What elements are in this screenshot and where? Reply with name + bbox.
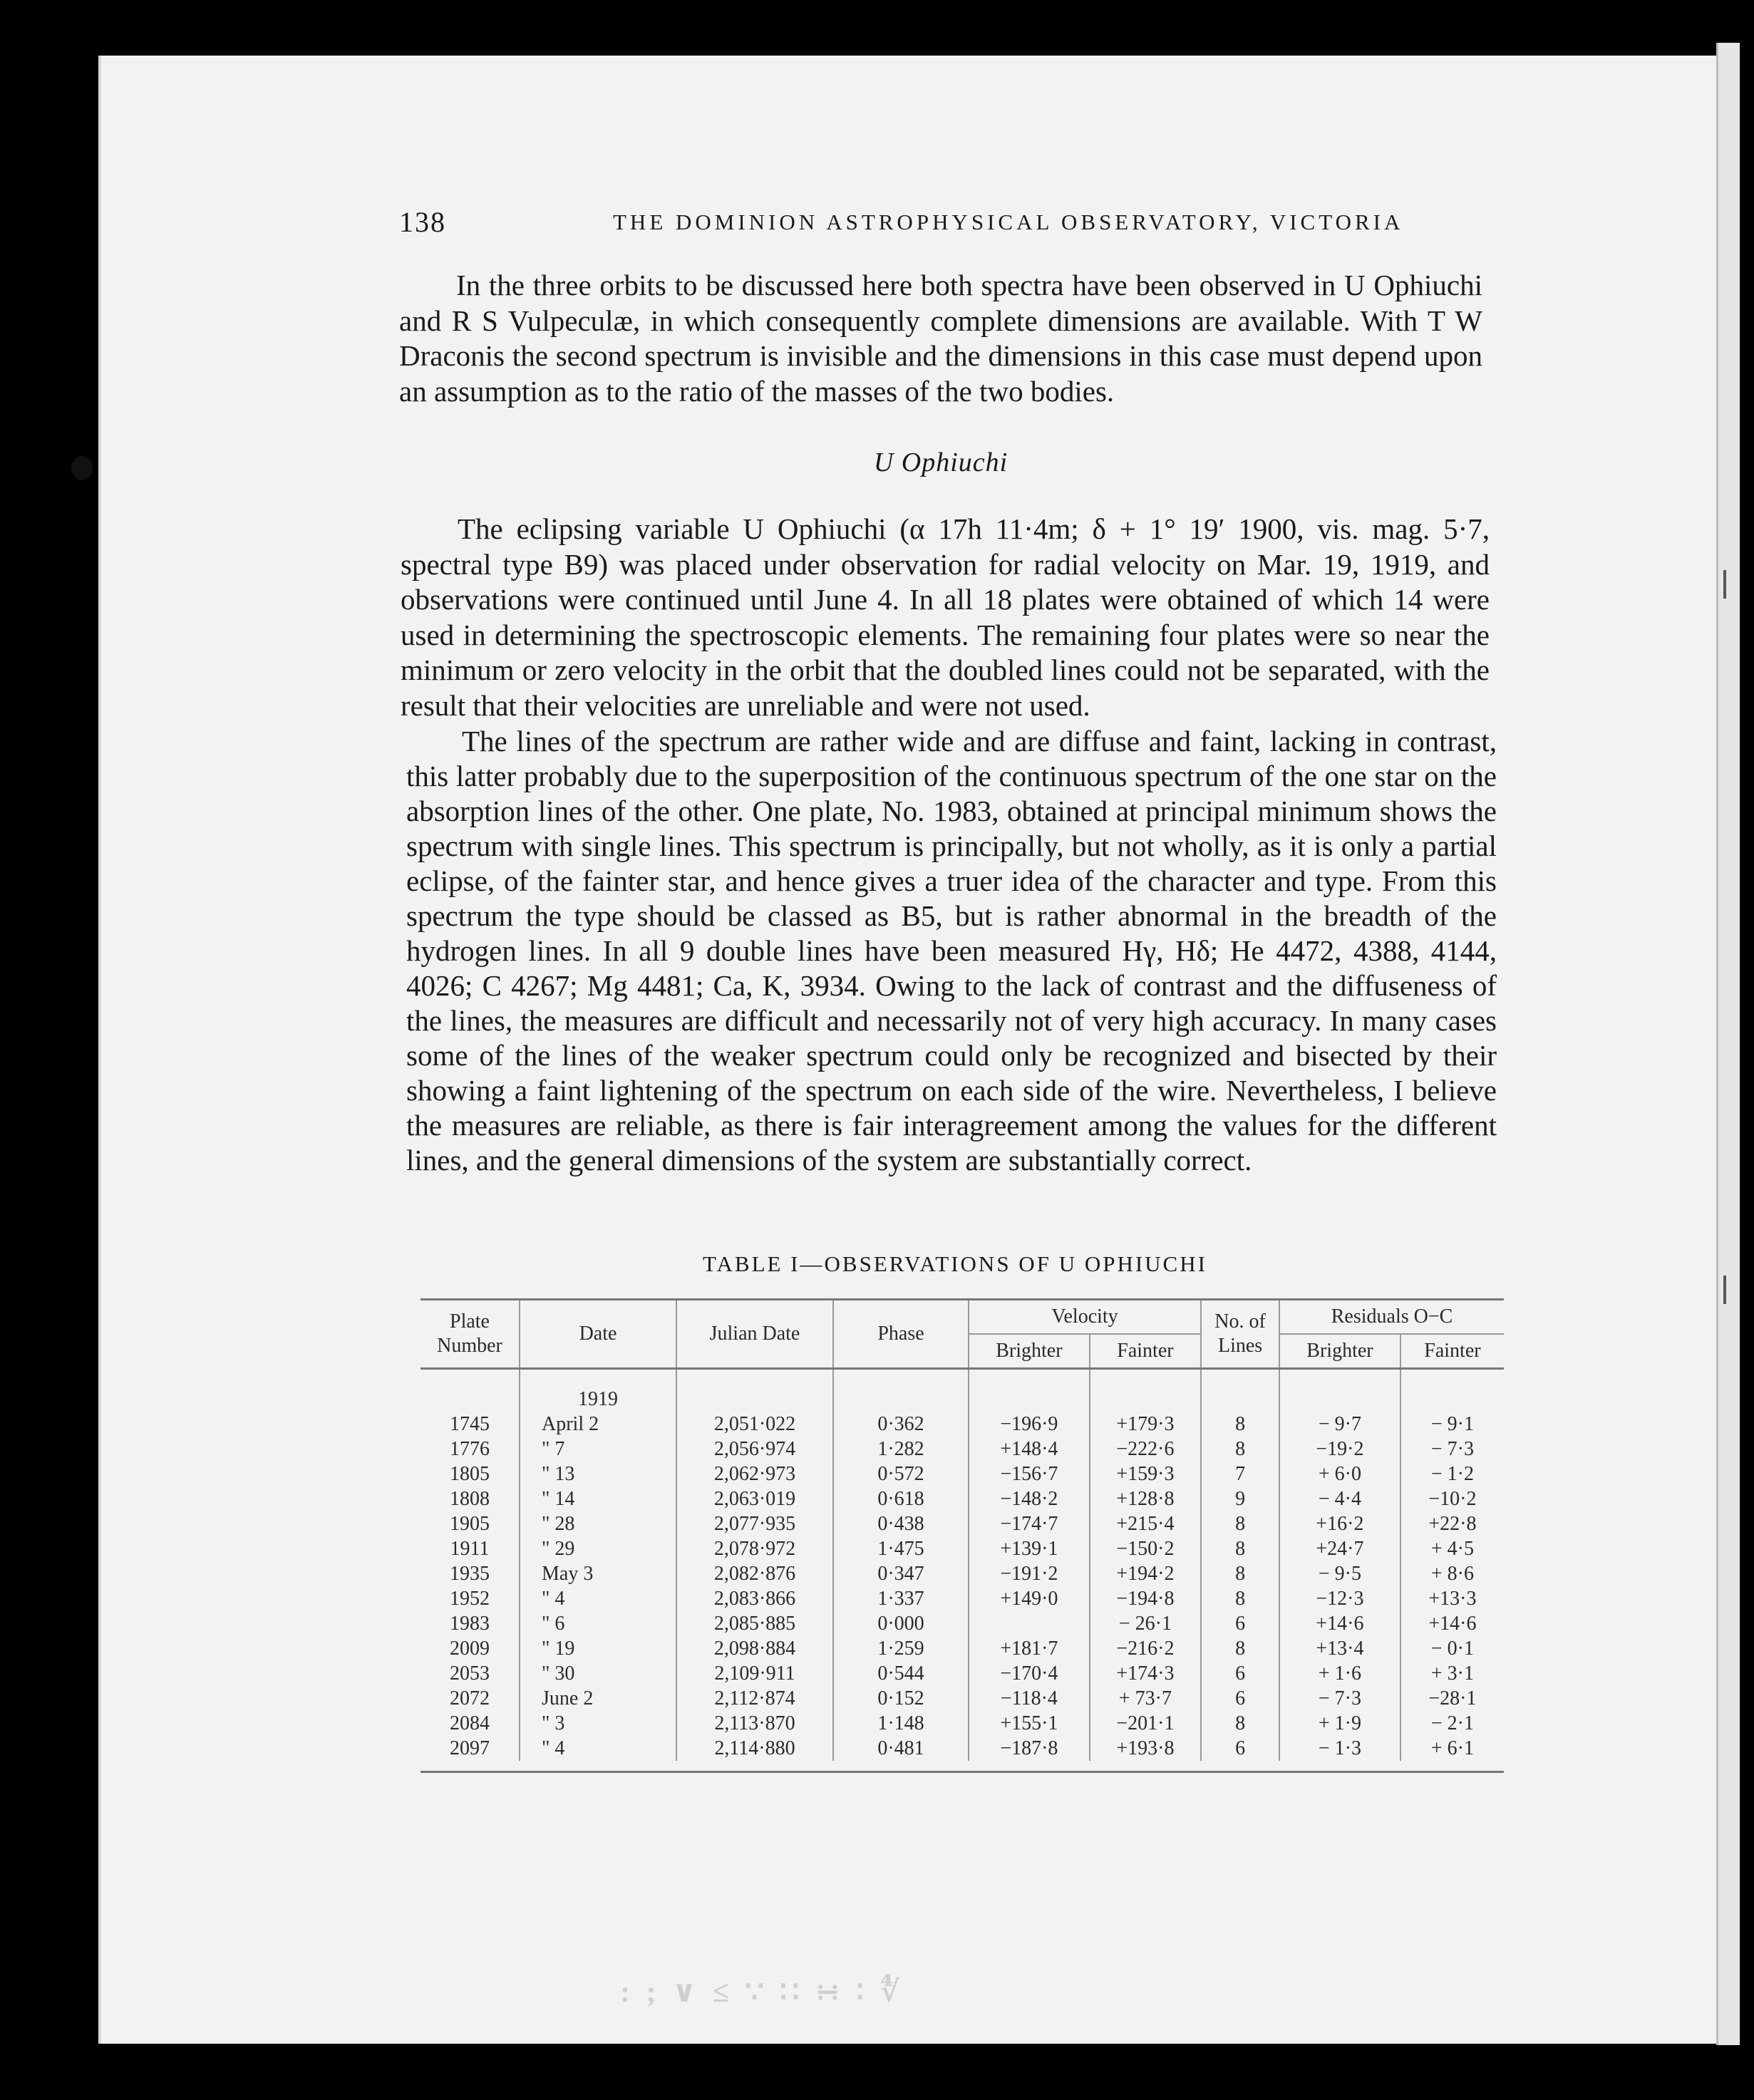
cell-residual-fainter: + 3·1 bbox=[1400, 1661, 1504, 1686]
cell-phase: 0·618 bbox=[833, 1486, 969, 1511]
cell-residual-fainter: + 4·5 bbox=[1400, 1536, 1504, 1561]
cell-date: " 30 bbox=[520, 1661, 676, 1686]
cell-date: " 29 bbox=[520, 1536, 676, 1561]
cell-velocity-brighter: +181·7 bbox=[969, 1636, 1090, 1661]
cell-velocity-fainter: − 26·1 bbox=[1090, 1611, 1201, 1636]
table-row bbox=[421, 1437, 1504, 1462]
cell-residual-fainter: −28·1 bbox=[1400, 1686, 1504, 1711]
cell-plate-number: 1808 bbox=[450, 1488, 490, 1510]
cell-phase: 0·347 bbox=[833, 1561, 969, 1586]
cell-julian-date: 2,062·973 bbox=[676, 1462, 833, 1486]
cell-velocity-brighter: −187·8 bbox=[969, 1736, 1090, 1761]
cell-plate-number: 1905 bbox=[450, 1513, 490, 1535]
cell-phase: 0·362 bbox=[833, 1412, 969, 1437]
cell-julian-date: 2,113·870 bbox=[676, 1711, 833, 1736]
cell-no-of-lines: 6 bbox=[1201, 1686, 1279, 1711]
col-plate-number: Plate Number bbox=[437, 1310, 502, 1357]
cell-residual-brighter: + 1·9 bbox=[1279, 1711, 1400, 1736]
cell-no-of-lines: 9 bbox=[1201, 1486, 1279, 1511]
cell-residual-brighter: +24·7 bbox=[1279, 1536, 1400, 1561]
cell-velocity-brighter: −118·4 bbox=[969, 1686, 1090, 1711]
cell-julian-date: 2,077·935 bbox=[676, 1511, 833, 1536]
col-velocity-brighter: Brighter bbox=[969, 1334, 1090, 1369]
cell-velocity-brighter: −174·7 bbox=[969, 1511, 1090, 1536]
cell-velocity-fainter: +128·8 bbox=[1090, 1486, 1201, 1511]
cell-no-of-lines: 8 bbox=[1201, 1511, 1279, 1536]
cell-residual-fainter: +14·6 bbox=[1400, 1611, 1504, 1636]
cell-date: " 4 bbox=[520, 1586, 676, 1611]
cell-no-of-lines: 6 bbox=[1201, 1661, 1279, 1686]
cell-velocity-fainter: −216·2 bbox=[1090, 1636, 1201, 1661]
cell-residual-fainter: − 1·2 bbox=[1400, 1462, 1504, 1486]
cell-plate-number: 2097 bbox=[450, 1737, 490, 1759]
cell-date: " 3 bbox=[520, 1711, 676, 1736]
cell-no-of-lines: 8 bbox=[1201, 1636, 1279, 1661]
cell-phase: 1·259 bbox=[833, 1636, 969, 1661]
table-row bbox=[421, 1561, 1504, 1586]
cell-velocity-fainter: + 73·7 bbox=[1090, 1686, 1201, 1711]
cell-phase: 0·572 bbox=[833, 1462, 969, 1486]
cell-no-of-lines: 8 bbox=[1201, 1711, 1279, 1736]
col-residuals-brighter: Brighter bbox=[1279, 1334, 1400, 1369]
cell-residual-brighter: − 4·4 bbox=[1279, 1486, 1400, 1511]
cell-date: April 2 bbox=[520, 1412, 676, 1437]
table-row bbox=[421, 1736, 1504, 1761]
adjacent-page-edge bbox=[1716, 43, 1740, 2045]
cell-no-of-lines: 6 bbox=[1201, 1611, 1279, 1636]
cell-julian-date: 2,085·885 bbox=[676, 1611, 833, 1636]
scan-edge-tick bbox=[1723, 570, 1726, 599]
cell-phase: 1·337 bbox=[833, 1586, 969, 1611]
cell-julian-date: 2,082·876 bbox=[676, 1561, 833, 1586]
cell-no-of-lines: 8 bbox=[1201, 1561, 1279, 1586]
cell-julian-date: 2,114·880 bbox=[676, 1736, 833, 1761]
col-residuals-fainter: Fainter bbox=[1400, 1334, 1504, 1369]
cell-plate-number: 2084 bbox=[450, 1712, 490, 1734]
cell-phase: 0·438 bbox=[833, 1511, 969, 1536]
intro-paragraph: In the three orbits to be discussed here both spectra have been observed in U Ophiuchi and R S Vulpeculæ, in which consequently complete dimensions are available. With T W Draconis the second spectrum is invisible and the dimensions in this case must depend upon an assumption as to the ratio of the masses of the two bodies. bbox=[399, 269, 1482, 408]
cell-julian-date: 2,112·874 bbox=[676, 1686, 833, 1711]
cell-velocity-brighter bbox=[969, 1611, 1090, 1636]
cell-julian-date: 2,063·019 bbox=[676, 1486, 833, 1511]
cell-velocity-brighter: +149·0 bbox=[969, 1586, 1090, 1611]
cell-residual-fainter: + 6·1 bbox=[1400, 1736, 1504, 1761]
cell-residual-fainter: − 0·1 bbox=[1400, 1636, 1504, 1661]
cell-velocity-fainter: −222·6 bbox=[1090, 1437, 1201, 1462]
cell-date: May 3 bbox=[520, 1561, 676, 1586]
cell-residual-brighter: − 1·3 bbox=[1279, 1736, 1400, 1761]
table-row bbox=[421, 1412, 1504, 1437]
col-date: Date bbox=[520, 1300, 676, 1369]
running-head: THE DOMINION ASTROPHYSICAL OBSERVATORY, VICTORIA bbox=[613, 210, 1404, 234]
cell-residual-fainter: + 8·6 bbox=[1400, 1561, 1504, 1586]
cell-plate-number: 1935 bbox=[450, 1563, 490, 1585]
cell-date: " 7 bbox=[520, 1437, 676, 1462]
cell-plate-number: 2009 bbox=[450, 1638, 490, 1660]
cell-no-of-lines: 7 bbox=[1201, 1462, 1279, 1486]
cell-residual-brighter: −12·3 bbox=[1279, 1586, 1400, 1611]
col-velocity-fainter: Fainter bbox=[1090, 1334, 1201, 1369]
cell-velocity-brighter: −196·9 bbox=[969, 1412, 1090, 1437]
cell-velocity-fainter: −150·2 bbox=[1090, 1536, 1201, 1561]
cell-residual-brighter: +16·2 bbox=[1279, 1511, 1400, 1536]
cell-velocity-brighter: +155·1 bbox=[969, 1711, 1090, 1736]
cell-phase: 1·475 bbox=[833, 1536, 969, 1561]
cell-date: " 28 bbox=[520, 1511, 676, 1536]
cell-residual-brighter: − 7·3 bbox=[1279, 1686, 1400, 1711]
cell-velocity-fainter: −194·8 bbox=[1090, 1586, 1201, 1611]
cell-residual-fainter: +22·8 bbox=[1400, 1511, 1504, 1536]
table-row bbox=[421, 1611, 1504, 1636]
cell-date: " 14 bbox=[520, 1486, 676, 1511]
scan-edge-tick bbox=[1723, 1276, 1726, 1304]
cell-date: " 13 bbox=[520, 1462, 676, 1486]
scan-mark: : ; ∨ ≤ ∵ ∷ ∺ ∶ ∜ bbox=[620, 1976, 904, 2009]
cell-phase: 0·481 bbox=[833, 1736, 969, 1761]
cell-julian-date: 2,051·022 bbox=[676, 1412, 833, 1437]
scan-blot bbox=[71, 456, 93, 480]
col-residuals: Residuals O−C bbox=[1279, 1300, 1504, 1335]
cell-velocity-brighter: −148·2 bbox=[969, 1486, 1090, 1511]
table-title: TABLE I—OBSERVATIONS OF U OPHIUCHI bbox=[703, 1251, 1207, 1276]
cell-residual-brighter: − 9·5 bbox=[1279, 1561, 1400, 1586]
cell-residual-brighter: + 1·6 bbox=[1279, 1661, 1400, 1686]
cell-residual-brighter: +14·6 bbox=[1279, 1611, 1400, 1636]
cell-phase: 0·152 bbox=[833, 1686, 969, 1711]
cell-velocity-brighter: −156·7 bbox=[969, 1462, 1090, 1486]
cell-velocity-fainter: −201·1 bbox=[1090, 1711, 1201, 1736]
cell-plate-number: 1911 bbox=[450, 1538, 490, 1560]
cell-phase: 0·544 bbox=[833, 1661, 969, 1686]
cell-velocity-fainter: +215·4 bbox=[1090, 1511, 1201, 1536]
cell-date: June 2 bbox=[520, 1686, 676, 1711]
col-julian-date: Julian Date bbox=[676, 1300, 833, 1369]
cell-residual-fainter: +13·3 bbox=[1400, 1586, 1504, 1611]
cell-residual-brighter: +13·4 bbox=[1279, 1636, 1400, 1661]
cell-residual-brighter: − 9·7 bbox=[1279, 1412, 1400, 1437]
cell-plate-number: 1805 bbox=[450, 1463, 490, 1485]
spectrum-paragraph: The lines of the spectrum are rather wide and are diffuse and faint, lacking in contrast, this latter probably due to the superposition of the continuous spectrum of the one star on the absorption lines of the other. One plate, No. 1983, obtained at principal minimum shows the spectrum with single lines. This spectrum is principally, but not wholly, as it is only a partial eclipse, of the fainter star, and hence gives a truer idea of the character and type. From this spectrum the type should be classed as B5, but is rather abnormal in the breadth of the hydrogen lines. In all 9 double lines have been measured Hγ, Hδ; He 4472, 4388, 4144, 4026; C 4267; Mg 4481; Ca, K, 3934. Owing to the lack of contrast and the diffuseness of the lines, the measures are difficult and necessarily not of very high accuracy. In many cases some of the lines of the weaker spectrum could only be recognized and bisected by their showing a faint lightening of the spectrum on each side of the wire. Nevertheless, I believe the measures are reliable, as there is fair interagreement among the values for the different lines, and the general dimensions of the system are substantially correct. bbox=[406, 725, 1497, 1176]
cell-no-of-lines: 8 bbox=[1201, 1536, 1279, 1561]
cell-plate-number: 1745 bbox=[450, 1413, 490, 1435]
observations-table bbox=[421, 1298, 1504, 1773]
cell-velocity-fainter: +193·8 bbox=[1090, 1736, 1201, 1761]
cell-velocity-brighter: −170·4 bbox=[969, 1661, 1090, 1686]
col-phase: Phase bbox=[833, 1300, 969, 1369]
table-row bbox=[421, 1711, 1504, 1736]
cell-residual-brighter: + 6·0 bbox=[1279, 1462, 1400, 1486]
cell-phase: 1·148 bbox=[833, 1711, 969, 1736]
cell-no-of-lines: 8 bbox=[1201, 1437, 1279, 1462]
cell-plate-number: 1952 bbox=[450, 1588, 490, 1610]
cell-no-of-lines: 8 bbox=[1201, 1412, 1279, 1437]
col-velocity: Velocity bbox=[969, 1300, 1201, 1335]
table-row bbox=[421, 1661, 1504, 1686]
cell-velocity-brighter: −191·2 bbox=[969, 1561, 1090, 1586]
cell-plate-number: 1983 bbox=[450, 1613, 490, 1635]
cell-julian-date: 2,078·972 bbox=[676, 1536, 833, 1561]
cell-phase: 0·000 bbox=[833, 1611, 969, 1636]
cell-velocity-fainter: +174·3 bbox=[1090, 1661, 1201, 1686]
cell-residual-fainter: − 2·1 bbox=[1400, 1711, 1504, 1736]
col-no-of-lines: No. of Lines bbox=[1201, 1300, 1279, 1369]
cell-velocity-brighter: +148·4 bbox=[969, 1437, 1090, 1462]
cell-residual-fainter: − 7·3 bbox=[1400, 1437, 1504, 1462]
table-row bbox=[421, 1536, 1504, 1561]
observation-paragraph: The eclipsing variable U Ophiuchi (α 17h 11·4m; δ + 1° 19′ 1900, vis. mag. 5·7, spectral type B9) was placed under observation for radial velocity on Mar. 19, 1919, and observations were continued until June 4. In all 18 plates were obtained of which 14 were used in determining the spectroscopic elements. The remaining four plates were so near the minimum or zero velocity in the orbit that the doubled lines could not be separated, with the result that their velocities are unreliable and were not used. bbox=[401, 512, 1490, 722]
cell-residual-brighter: −19·2 bbox=[1279, 1437, 1400, 1462]
cell-date: " 6 bbox=[520, 1611, 676, 1636]
cell-no-of-lines: 8 bbox=[1201, 1586, 1279, 1611]
table-row bbox=[421, 1586, 1504, 1611]
cell-date: " 4 bbox=[520, 1736, 676, 1761]
table-row bbox=[421, 1462, 1504, 1486]
cell-velocity-fainter: +194·2 bbox=[1090, 1561, 1201, 1586]
cell-julian-date: 2,109·911 bbox=[676, 1661, 833, 1686]
cell-velocity-fainter: +159·3 bbox=[1090, 1462, 1201, 1486]
cell-date: " 19 bbox=[520, 1636, 676, 1661]
cell-no-of-lines: 6 bbox=[1201, 1736, 1279, 1761]
table-row bbox=[421, 1511, 1504, 1536]
cell-plate-number: 1776 bbox=[450, 1438, 490, 1460]
year-label: 1919 bbox=[520, 1369, 676, 1412]
cell-residual-fainter: − 9·1 bbox=[1400, 1412, 1504, 1437]
cell-julian-date: 2,056·974 bbox=[676, 1437, 833, 1462]
cell-plate-number: 2072 bbox=[450, 1687, 490, 1710]
cell-velocity-fainter: +179·3 bbox=[1090, 1412, 1201, 1437]
section-heading: U Ophiuchi bbox=[873, 448, 1008, 477]
page-number: 138 bbox=[399, 206, 446, 238]
cell-phase: 1·282 bbox=[833, 1437, 969, 1462]
table-row bbox=[421, 1486, 1504, 1511]
cell-residual-fainter: −10·2 bbox=[1400, 1486, 1504, 1511]
table-row bbox=[421, 1636, 1504, 1661]
cell-plate-number: 2053 bbox=[450, 1662, 490, 1685]
cell-julian-date: 2,083·866 bbox=[676, 1586, 833, 1611]
cell-julian-date: 2,098·884 bbox=[676, 1636, 833, 1661]
cell-velocity-brighter: +139·1 bbox=[969, 1536, 1090, 1561]
table-row bbox=[421, 1686, 1504, 1711]
